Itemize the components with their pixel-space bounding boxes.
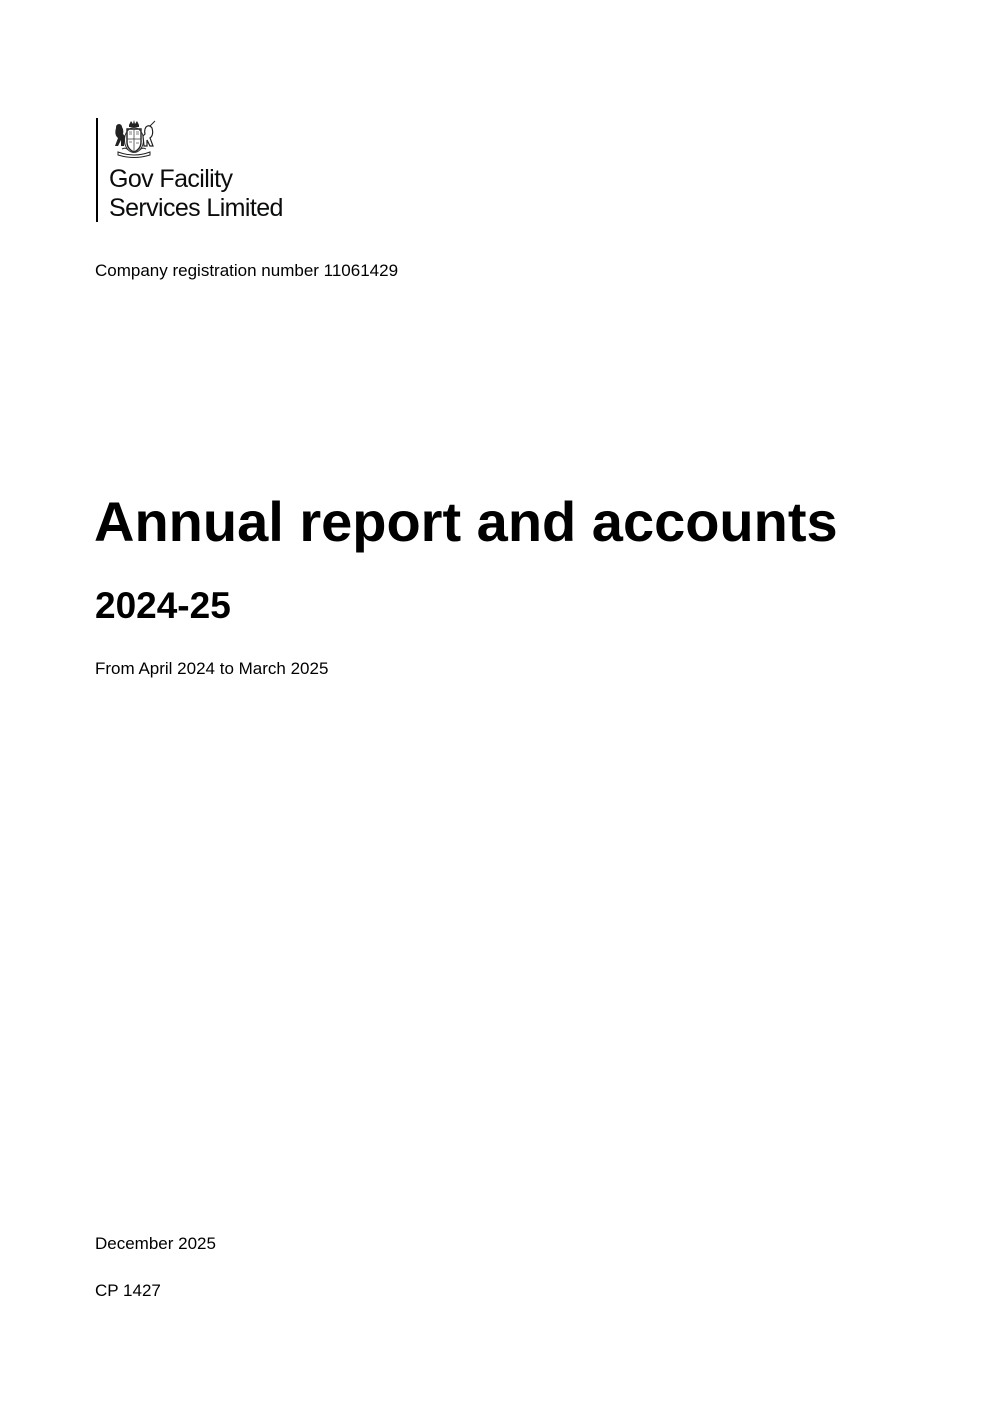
document-title: Annual report and accounts (94, 490, 838, 553)
report-year: 2024-25 (95, 585, 231, 626)
company-registration-number: Company registration number 11061429 (95, 261, 399, 280)
command-paper-number: CP 1427 (95, 1281, 161, 1300)
organisation-name-line1: Gov Facility (109, 165, 233, 193)
organisation-name-line2: Services Limited (109, 194, 283, 222)
reporting-period: From April 2024 to March 2025 (95, 659, 329, 678)
royal-coat-of-arms-icon (110, 118, 158, 160)
organisation-logo (96, 118, 283, 222)
organisation-name (109, 165, 283, 223)
publication-date: December 2025 (95, 1234, 216, 1253)
